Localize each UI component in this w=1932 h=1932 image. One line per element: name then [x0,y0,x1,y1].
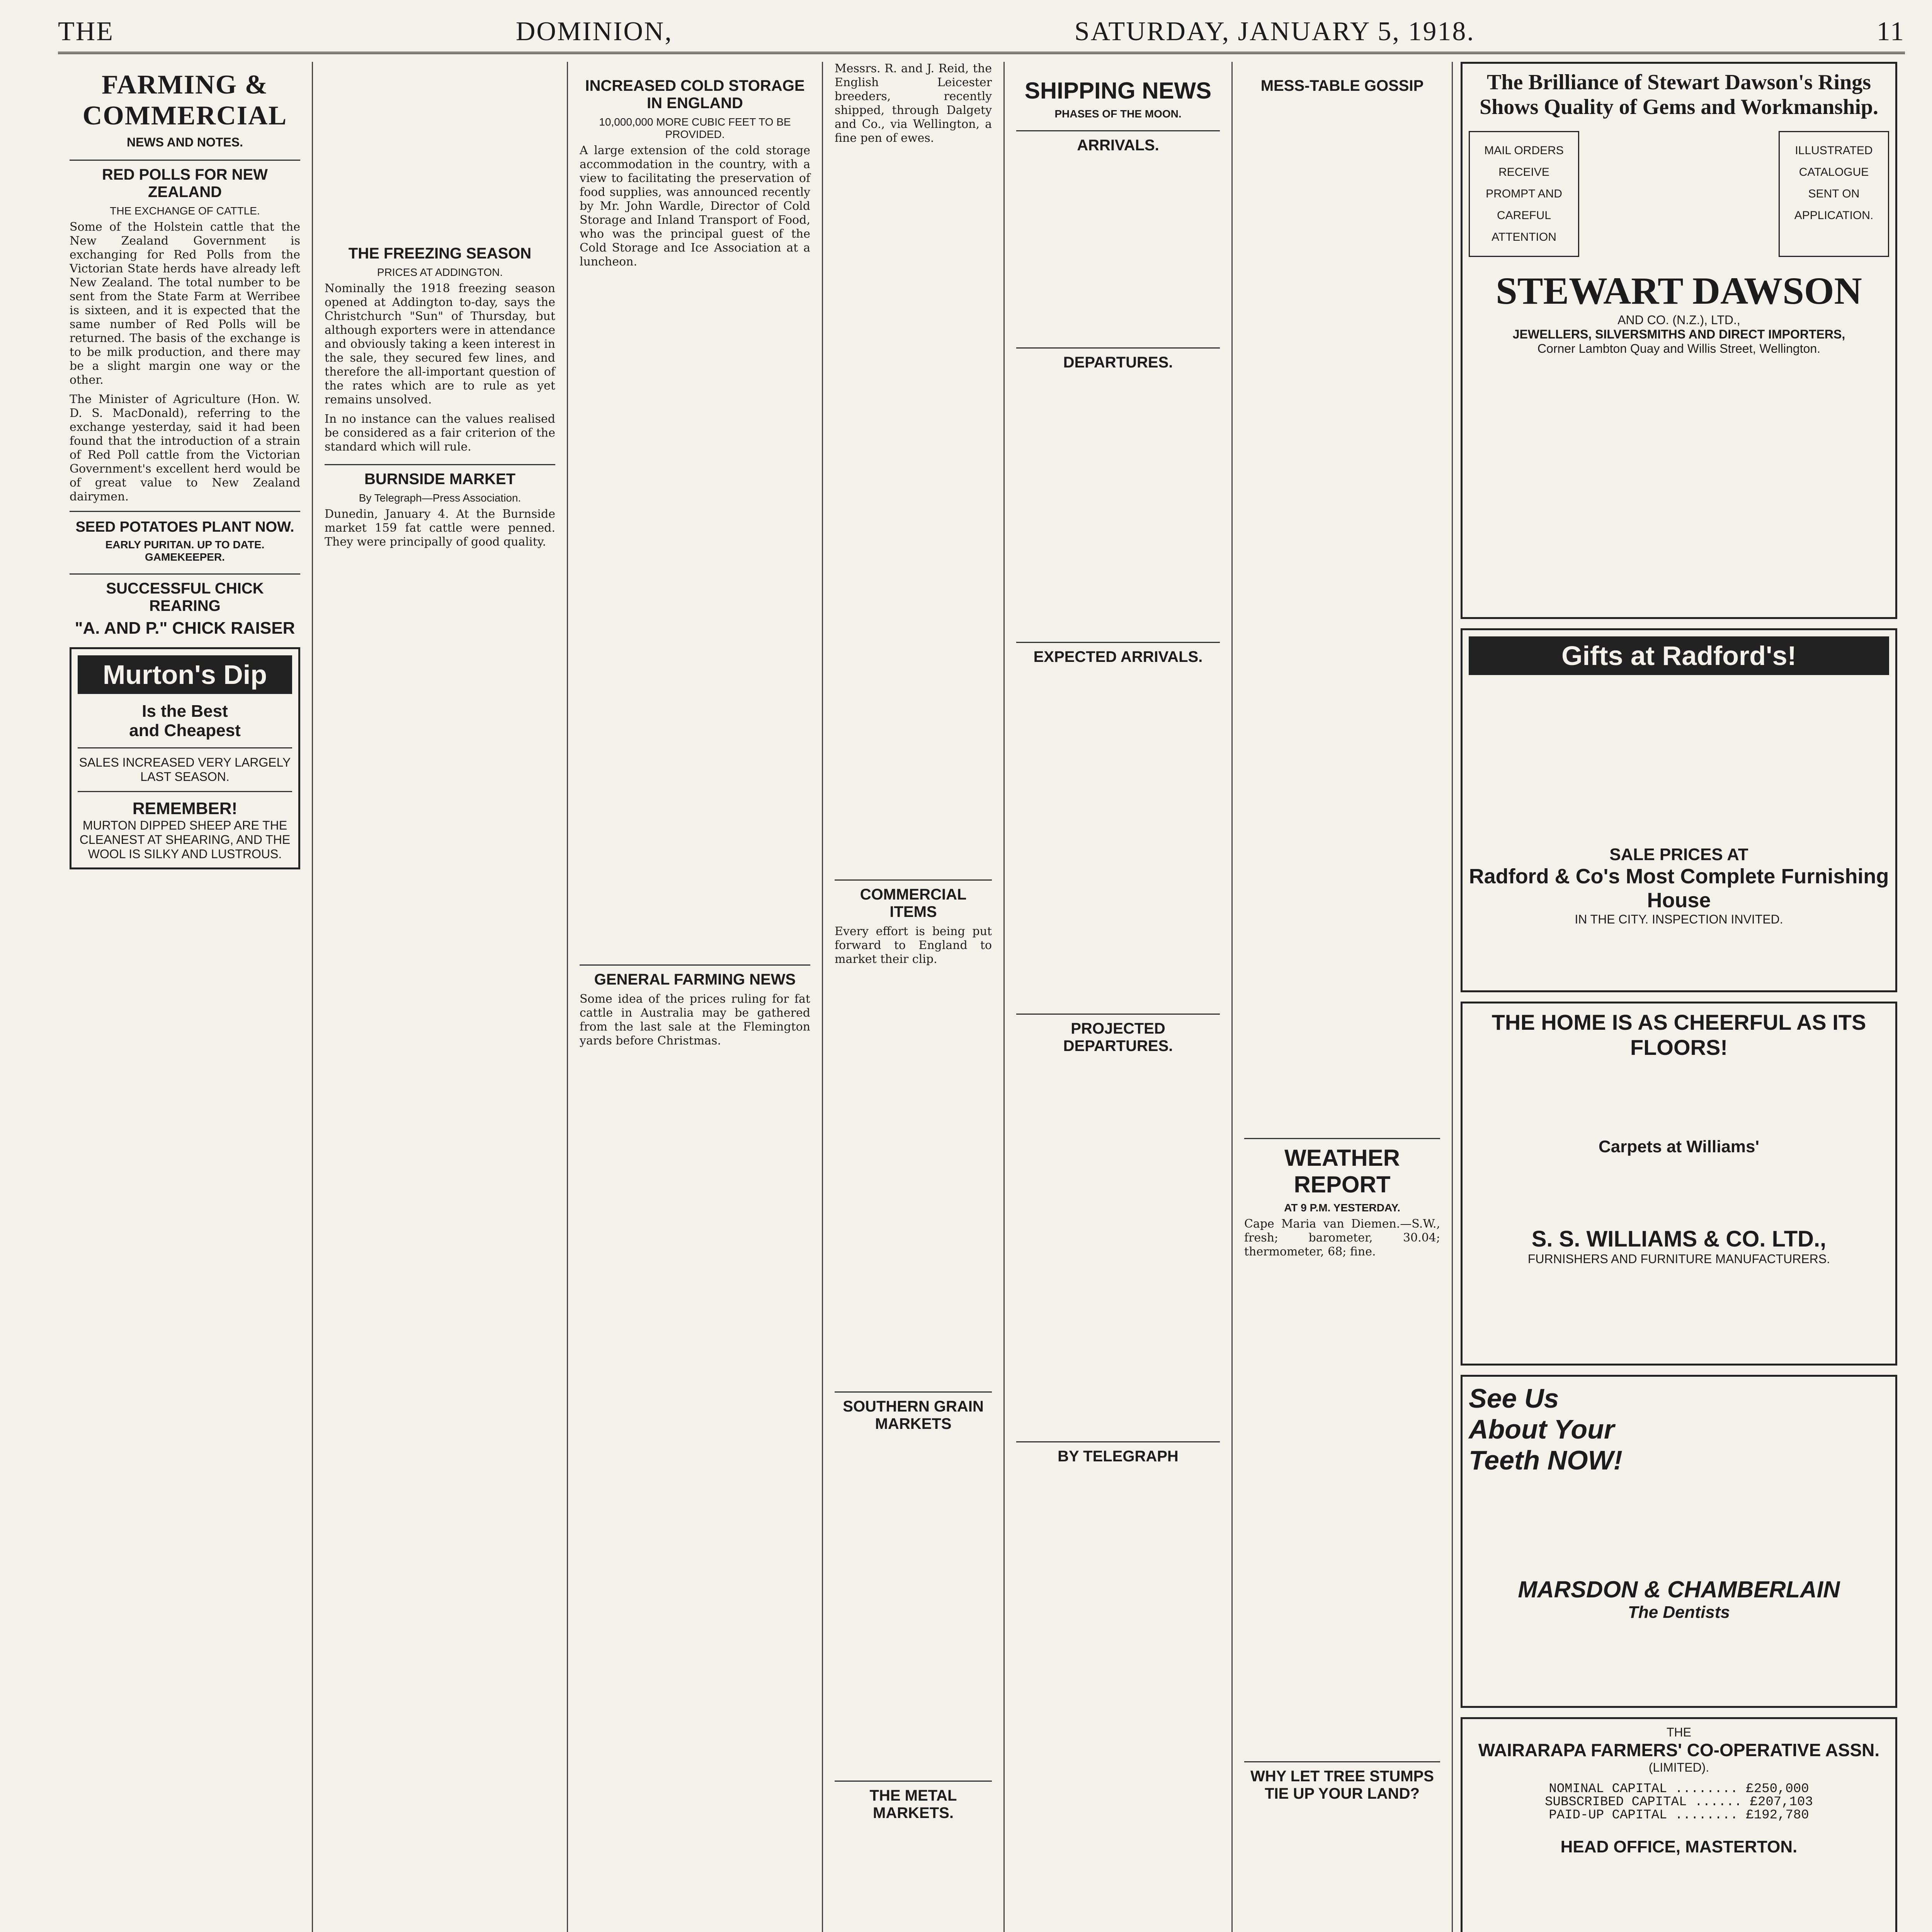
column-5 [1005,62,1233,1932]
column-1 [58,62,313,1932]
weather-subtitle: AT 9 P.M. YESTERDAY. [1284,1202,1400,1214]
southern-grain-title: SOUTHERN GRAIN MARKETS [835,1391,992,1433]
burnside-title: BURNSIDE MARKET [325,464,555,488]
expected-title: EXPECTED ARRIVALS. [1016,642,1220,666]
dentists-ad [1461,1375,1897,1708]
column-4 [823,62,1005,1932]
article-paragraph: Some idea of the prices ruling for fat cattle in Australia may be gathered from the last sale at the Flemington yards before Christmas. [580,992,810,1048]
article-paragraph: Every effort is being put forward to England to market their clip. [835,925,992,966]
projected-title: PROJECTED DEPARTURES. [1016,1014,1220,1055]
arrivals-title: ARRIVALS. [1016,130,1220,154]
ad-potatoes: SEED POTATOES PLANT NOW. [75,519,294,535]
ad-chick: SUCCESSFUL CHICK REARING [70,573,300,615]
article-title: RED POLLS FOR NEW ZEALAND [70,160,300,201]
section-title: FARMING & COMMERCIAL [82,70,287,131]
metal-markets-title: THE METAL MARKETS. [835,1781,992,1822]
wairarapa-title: WAIRARAPA FARMERS' CO-OPERATIVE ASSN. [1478,1740,1880,1760]
departures-title: DEPARTURES. [1016,347,1220,371]
radford-city: IN THE CITY. INSPECTION INVITED. [1575,912,1783,926]
williams-ad [1461,1002,1897,1366]
murtons-remember: REMEMBER! [132,799,238,818]
commercial-title: COMMERCIAL ITEMS [835,879,992,921]
wairarapa-the: THE [1667,1725,1691,1739]
storage-subtitle: 10,000,000 MORE CUBIC FEET TO BE PROVIDED. [599,116,791,140]
telegraph-title: BY TELEGRAPH [1016,1441,1220,1465]
dawson-trades: JEWELLERS, SILVERSMITHS AND DIRECT IMPORTERS, [1512,327,1845,341]
masthead [58,12,1905,54]
teeth-sub: The Dentists [1628,1603,1730,1622]
column-2 [313,62,568,1932]
murtons-line: Is the Best [142,702,228,721]
article-paragraph: In no instance can the values realised be considered as a fair criterion of the standard which will rule. [325,412,555,454]
stewart-dawson-ad [1461,62,1897,619]
williams-carpets: Carpets at Williams' [1599,1137,1759,1156]
radford-sale: SALE PRICES AT [1609,845,1748,864]
teeth-name: MARSDON & CHAMBERLAIN [1518,1577,1840,1602]
freezing-title: THE FREEZING SEASON [348,245,532,262]
column-6 [1233,62,1453,1932]
article-paragraph: A large extension of the cold storage accommodation in the country, with a view to facilitating the preservation of food supplies, was announced recently by Mr. John Wardle, Director of Cold Storage and Inland Transport of Food, who was the principal guest of the Cold Storage and Ice Association at a luncheon. [580,144,810,269]
masthead-the: THE [58,17,114,46]
shipping-title: SHIPPING NEWS [1024,78,1212,104]
article-paragraph: Messrs. R. and J. Reid, the English Leicester breeders, recently shipped, through Dalgety and Co., via Wellington, a fine pen of ewes. [835,62,992,145]
radford-title: Gifts at Radford's! [1469,636,1889,675]
notes-heading: NEWS AND NOTES. [126,135,243,149]
murtons-title: Murton's Dip [78,655,292,694]
wairarapa-capital: SUBSCRIBED CAPITAL ...... £207,103 [1545,1795,1813,1810]
storage-title: INCREASED COLD STORAGE IN ENGLAND [585,77,805,112]
ad-potatoes-varieties: EARLY PURITAN. UP TO DATE. GAMEKEEPER. [105,539,265,563]
article-paragraph: The Minister of Agriculture (Hon. W. D. S. MacDonald), referring to the exchange yesterday, said it had been found that the introduction of a strain of Red Poll cattle from the Victorian Government's excellent herd would be of great value to New Zealand dairymen. [70,393,300,503]
radford-ad [1461,628,1897,992]
wairarapa-capital: NOMINAL CAPITAL ........ £250,000 [1549,1782,1809,1796]
murtons-line: and Cheapest [129,721,241,740]
wairarapa-office: HEAD OFFICE, MASTERTON. [1560,1837,1798,1856]
article-paragraph: Some of the Holstein cattle that the New Zealand Government is exchanging for Red Polls from the Victorian State herds have already left New Zealand. The total number to be sent from the State Farm at Werribee is sixteen, and it is expected that the same number of Red Polls will be returned. The basis of the exchange is to be milk production, and there may be a slight margin one way or the other. [70,220,300,387]
freezing-subtitle: PRICES AT ADDINGTON. [377,266,503,278]
weather-title: WEATHER REPORT [1244,1138,1440,1198]
dawson-address: Corner Lambton Quay and Willis Street, Wellington. [1537,342,1821,355]
dawson-catalogue: ILLUSTRATED CATALOGUE SENT ON APPLICATION. [1779,131,1889,257]
williams-trades: FURNISHERS AND FURNITURE MANUFACTURERS. [1527,1252,1830,1266]
article-paragraph: Cape Maria van Diemen.—S.W., fresh; barometer, 30.04; thermometer, 68; fine. [1244,1217,1440,1259]
williams-name: S. S. WILLIAMS & CO. LTD., [1531,1226,1827,1252]
mess-table-title: MESS-TABLE GOSSIP [1260,77,1424,94]
ad-chick-product: "A. AND P." CHICK RAISER [75,619,295,638]
page-number: 11 [1876,17,1905,46]
article-paragraph: Dunedin, January 4. At the Burnside market 159 fat cattle were penned. They were principally of good quality. [325,507,555,549]
dawson-mail-orders: MAIL ORDERS RECEIVE PROMPT AND CAREFUL ATTENTION [1469,131,1579,257]
general-title: GENERAL FARMING NEWS [580,964,810,988]
murtons-line: MURTON DIPPED SHEEP ARE THE CLEANEST AT SHEARING, AND THE WOOL IS SILKY AND LUSTROUS. [79,818,291,861]
article-paragraph: Nominally the 1918 freezing season opened at Addington to-day, says the Christchurch "Sun" of Thursday, but although exporters were in attendance and obviously taking a keen interest in the sale, they secured few lines, and therefore the all-important question of the rates which are to rule as yet remains unsolved. [325,282,555,406]
wairarapa-ad [1461,1717,1897,1932]
dawson-title: The Brilliance of Stewart Dawson's Rings [1487,70,1871,94]
masthead-title: DOMINION, [515,17,673,46]
article-subtitle: THE EXCHANGE OF CATTLE. [110,205,260,217]
radford-house: Radford & Co's Most Complete Furnishing House [1469,865,1889,912]
wairarapa-limited: (LIMITED). [1648,1760,1709,1774]
williams-title: THE HOME IS AS CHEERFUL AS ITS FLOORS! [1492,1010,1866,1060]
burnside-subtitle: By Telegraph—Press Association. [359,492,521,504]
right-ads-column [1453,62,1905,1932]
masthead-date: SATURDAY, JANUARY 5, 1918. [1074,17,1475,46]
column-3 [568,62,823,1932]
dawson-name: STEWART DAWSON [1496,269,1862,312]
stumps-title: WHY LET TREE STUMPS TIE UP YOUR LAND? [1244,1761,1440,1803]
phases-title: PHASES OF THE MOON. [1054,108,1182,120]
dawson-company: AND CO. (N.Z.), LTD., [1617,313,1740,327]
wairarapa-capital: PAID-UP CAPITAL ........ £192,780 [1549,1808,1809,1823]
murtons-line: SALES INCREASED VERY LARGELY LAST SEASON. [79,755,291,784]
dawson-title: Shows Quality of Gems and Workmanship. [1479,95,1879,119]
teeth-title: See Us About Your Teeth NOW! [1469,1383,1622,1475]
murtons-dip-ad [70,647,300,869]
